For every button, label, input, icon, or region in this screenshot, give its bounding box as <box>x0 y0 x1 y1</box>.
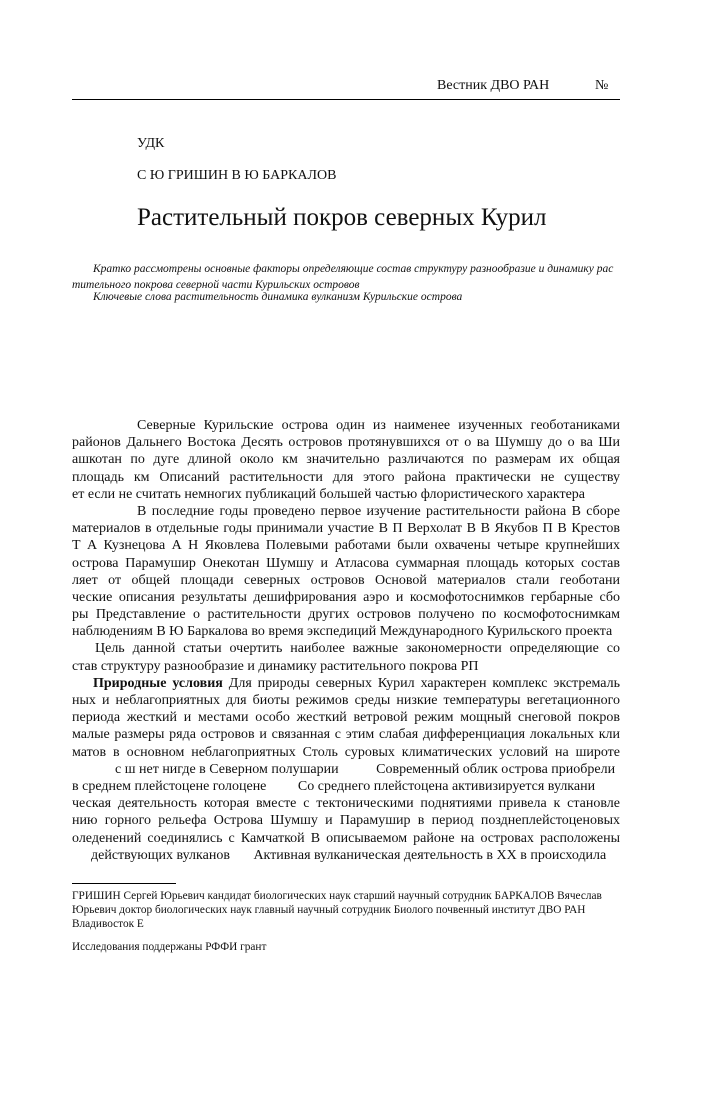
body-line: малые размеры ряда островов и связанная с этим слабая дифференциация локальных кли <box>72 727 620 743</box>
section-heading: Природные условия <box>93 675 223 691</box>
keywords-line: Ключевые слова растительность динамика вулканизм Курильские острова <box>93 291 463 303</box>
authors: С Ю ГРИШИН В Ю БАРКАЛОВ <box>137 168 337 183</box>
footnote-line: Владивосток E <box>72 918 144 930</box>
body-line-part: Современный облик острова приобрели <box>376 761 616 777</box>
abstract-line: Кратко рассмотрены основные факторы определяющие состав структуру разнообразие и динамику рас <box>93 263 614 275</box>
footnote-line: Юрьевич доктор биологических наук главный научный сотрудник Биолого почвенный институт ДВО РАН <box>72 904 586 916</box>
body-line: материалов в отдельные годы принимали участие В П Верхолат В В Якубов П В Крестов <box>72 521 620 537</box>
body-line-split <box>72 761 620 778</box>
body-line-split <box>72 847 620 864</box>
body-line: ных и неблагоприятных для биоты режимов среды низкие температуры вегетационного <box>72 693 620 708</box>
body-line: ры Представление о растительности других островов получено по космофотоснимкам <box>72 607 620 623</box>
journal-name: Вестник ДВО РАН <box>437 78 550 93</box>
grant-note: Исследования поддержаны РФФИ грант <box>72 941 267 953</box>
abstract-line: тительного покрова северной части Курильских островов <box>72 279 360 291</box>
body-line-split <box>72 778 620 795</box>
footnote-line: ГРИШИН Сергей Юрьевич кандидат биологических наук старший научный сотрудник БАРКАЛОВ Вячеслав <box>72 890 602 902</box>
body-line-rest: Для природы северных Курил характерен комплекс экстремаль <box>228 675 620 691</box>
body-line: матов в основном неблагоприятных Столь суровых климатических условий на широте <box>72 744 620 760</box>
body-line: районов Дальнего Востока Десять островов протянувшихся от о ва Шумшу до о ва Ши <box>72 435 620 451</box>
author-footnote <box>72 889 624 931</box>
body-line-part: действующих вулканов <box>91 847 230 863</box>
footnote-rule <box>72 883 176 884</box>
body-line: ческие описания результаты дешифрирования аэро и космофотоснимков гербарные сбо <box>72 589 620 605</box>
body-line-part: в среднем плейстоцене голоцене <box>72 778 267 794</box>
udk-label: УДК <box>137 136 165 151</box>
body-line: Т А Кузнецова А Н Яковлева Полевыми работами были охвачены четыре крупнейших <box>72 538 620 554</box>
header-rule <box>72 99 620 100</box>
body-line-part: Активная вулканическая деятельность в XX в происходила <box>253 847 607 863</box>
body-line: ческая деятельность которая вместе с тектоническими поднятиями привела к становле <box>72 796 620 812</box>
body-line: ляет от общей площади северных островов Основой материалов стали геоботани <box>72 572 620 588</box>
body-line: В последние годы проведено первое изучение растительности района В сборе <box>137 503 620 519</box>
issue-number-sign: № <box>595 78 609 93</box>
body-line: ашкотан по дуге длиной около км значительно различаются по размерам их общая <box>72 452 620 468</box>
body-line-with-heading <box>72 675 620 692</box>
body-line: наблюдениям В Ю Баркалова во время экспедиций Международного Курильского проекта <box>72 624 613 640</box>
body-line: периода жесткий и местами особо жесткий ветровой режим мощный снеговой покров <box>72 710 620 726</box>
body-line: острова Парамушир Онекотан Шумшу и Атласова суммарная площадь которых состав <box>72 555 620 571</box>
body-line: нию горного рельефа Острова Шумшу и Парамушир в период позднеплейстоценовых <box>72 813 620 829</box>
body-text <box>72 417 620 864</box>
body-line: Северные Курильские острова один из наименее изученных геоботаниками <box>137 418 620 433</box>
body-line: площадь км Описаний растительности для этого района практически не существу <box>72 469 620 485</box>
article-title: Растительный покров северных Курил <box>137 204 547 231</box>
body-line: Цель данной статьи очертить наиболее важные закономерности определяющие со <box>95 641 620 657</box>
body-line-part: с ш нет нигде в Северном полушарии <box>115 761 339 777</box>
keywords <box>72 289 632 305</box>
body-line: оледенений соединялись с Камчаткой В описываемом районе на островах расположены <box>72 830 620 846</box>
body-line: ет если не считать немногих публикаций большей частью флористического характера <box>72 486 585 502</box>
body-line: став структуру разнообразие и динамику растительного покрова РП <box>72 658 479 674</box>
body-line-part: Со среднего плейстоцена активизируется вулкани <box>297 778 596 794</box>
